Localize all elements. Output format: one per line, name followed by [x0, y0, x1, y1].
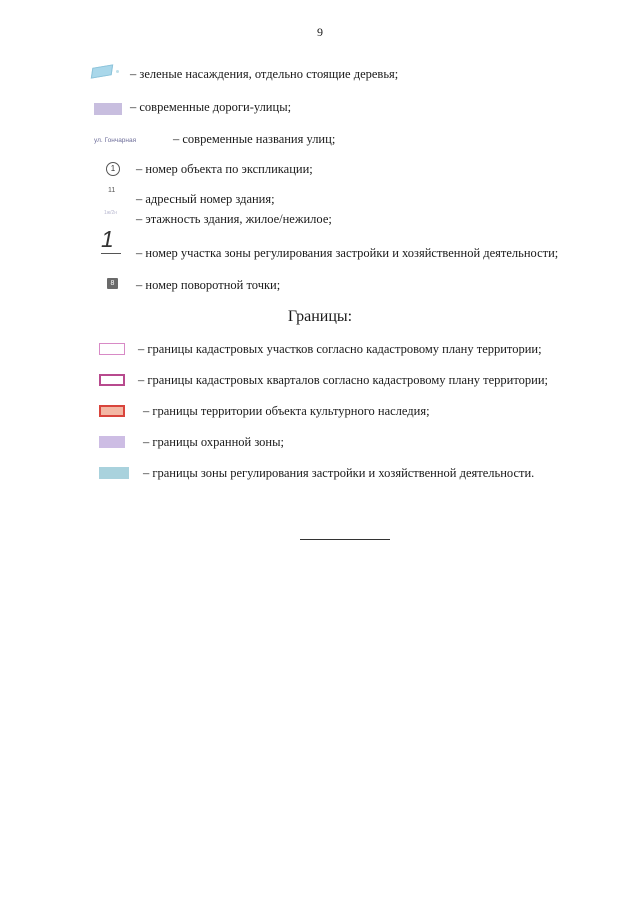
regulation-zone-swatch — [99, 467, 129, 479]
turning-point-symbol: 8 — [107, 278, 118, 289]
legend-item-turning-point: – номер поворотной точки; — [136, 278, 281, 292]
street-name-sample: ул. Гончарная — [94, 137, 137, 144]
green-planting-symbol — [91, 64, 113, 78]
object-number-symbol: 1 — [106, 162, 120, 176]
protection-zone-swatch — [99, 436, 125, 448]
legend-item-floors: – этажность здания, жилое/нежилое; — [136, 212, 332, 226]
floors-sample: 1ж/2н — [104, 210, 118, 216]
cadastral-quarter-swatch — [99, 374, 125, 386]
legend-item-zone-number: – номер участка зоны регулирования застройки и хозяйственной деятельности; — [136, 246, 559, 260]
heritage-territory-swatch — [99, 405, 125, 417]
boundary-item-quarters: – границы кадастровых кварталов согласно кадастровому плану территории; — [138, 373, 548, 387]
zone-number-symbol: 1 — [101, 226, 114, 252]
legend-item-object-number: – номер объекта по экспликации; — [136, 162, 313, 176]
boundary-item-heritage: – границы территории объекта культурного наследия; — [143, 404, 430, 418]
zone-number-underline — [101, 253, 121, 254]
page-number: 9 — [317, 25, 323, 39]
tree-dot-symbol — [116, 70, 119, 73]
road-symbol — [94, 103, 122, 115]
boundary-item-parcels: – границы кадастровых участков согласно кадастровому плану территории; — [138, 342, 542, 356]
boundary-item-protection-zone: – границы охранной зоны; — [143, 435, 284, 449]
legend-item-roads: – современные дороги-улицы; — [130, 100, 292, 114]
boundaries-heading: Границы: — [287, 308, 353, 325]
address-number-sample: 11 — [108, 187, 116, 194]
legend-item-street-names: – современные названия улиц; — [173, 132, 336, 146]
legend-item-address: – адресный номер здания; — [136, 192, 275, 206]
cadastral-parcel-swatch — [99, 343, 125, 355]
legend-item-green: – зеленые насаждения, отдельно стоящие деревья; — [130, 67, 399, 81]
boundary-item-regulation-zone: – границы зоны регулирования застройки и хозяйственной деятельности. — [143, 466, 535, 480]
closing-line — [300, 539, 390, 540]
